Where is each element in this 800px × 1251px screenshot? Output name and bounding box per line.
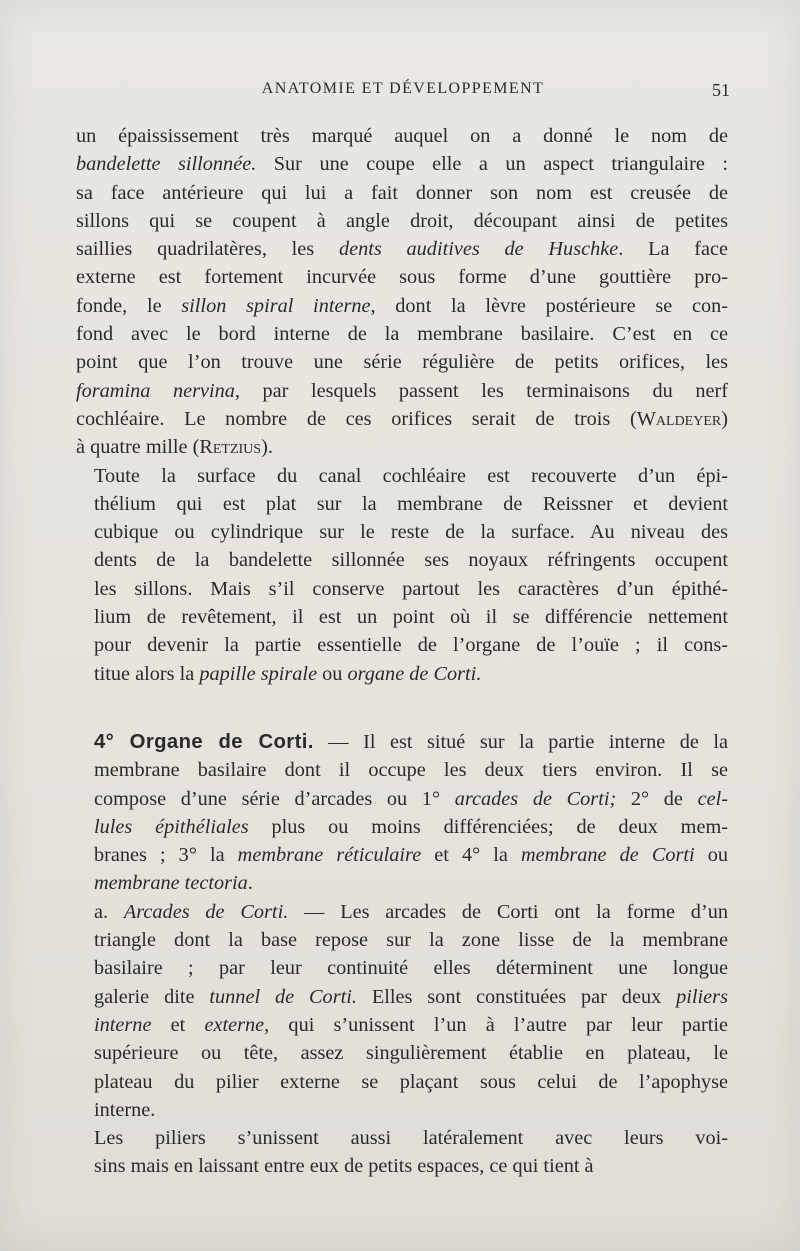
text-line: [76, 1096, 728, 1124]
italic-term: arcades de Corti;: [454, 787, 617, 810]
text-run: point que l’on trouve une série régulière de petits orifices, les: [76, 351, 728, 374]
text-line: [76, 1068, 728, 1096]
page-number: 51: [712, 80, 730, 100]
italic-term: sillon spiral interne: [181, 294, 371, 317]
italic-term: organe de Corti.: [347, 662, 482, 685]
text-run: a.: [94, 900, 124, 923]
running-header: [76, 80, 730, 104]
italic-term: Arcades de Corti.: [123, 900, 289, 923]
text-run: supérieure ou tête, assez singulièrement établie en plateau, le: [94, 1042, 728, 1065]
text-line: [76, 122, 728, 150]
text-run: sillons qui se coupent à angle droit, découpant ainsi de petites: [76, 209, 728, 232]
text-line: [76, 631, 728, 659]
italic-term: foramina nervina: [76, 379, 235, 402]
text-run: à quatre mille (: [76, 436, 200, 459]
text-line: [76, 348, 728, 376]
text-line: [76, 1011, 728, 1039]
text-line: [76, 235, 728, 263]
text-line: [76, 292, 728, 320]
text-run: Toute la surface du canal cochléaire est recouverte d’un épi-: [94, 464, 728, 487]
text-run: sa face antérieure qui lui a fait donner son nom est creusée de: [76, 181, 728, 204]
text-line: [76, 490, 728, 518]
text-line: [76, 518, 728, 546]
italic-term: externe: [204, 1013, 265, 1036]
text-run: les sillons. Mais s’il conserve partout les caractères d’un épithé-: [94, 577, 728, 600]
text-run: un épaississement très marqué auquel on a donné le nom de: [76, 125, 728, 147]
text-run: . La face: [618, 238, 728, 261]
text-run: ).: [261, 436, 273, 459]
text-run: — Il est situé sur la partie interne de la: [313, 730, 728, 753]
text-run: et 4° la: [421, 844, 521, 867]
text-run: Sur une coupe elle a un aspect triangulaire :: [256, 153, 728, 176]
italic-term: papille spirale: [199, 662, 318, 685]
text-line: [76, 660, 728, 688]
text-run: , dont la lèvre postérieure se con-: [370, 294, 728, 317]
text-run: , par lesquels passent les terminaisons du nerf: [234, 379, 729, 402]
text-run: .: [247, 872, 253, 895]
text-run: ou: [694, 844, 728, 867]
text-line: [76, 433, 728, 461]
text-run: titue alors la: [94, 662, 200, 685]
text-run: cochléaire. Le nombre de ces orifices serait de trois (: [76, 407, 637, 430]
text-run: dents de la bandelette sillonnée ses noyaux réfringents occupent: [94, 549, 728, 572]
text-run: galerie dite: [94, 985, 210, 1008]
italic-term: membrane réticulaire: [237, 844, 422, 867]
section-gap: [76, 688, 728, 728]
text-line: [76, 462, 728, 490]
text-line: [76, 983, 728, 1011]
text-line: [76, 898, 728, 926]
text-line: [76, 575, 728, 603]
text-run: fonde, le: [76, 294, 182, 317]
paragraph: [76, 462, 728, 688]
text-line: [76, 1152, 728, 1180]
paragraph: [76, 1124, 728, 1181]
text-line: [76, 869, 728, 897]
italic-term: interne: [94, 1013, 152, 1036]
text-run: interne.: [94, 1098, 156, 1121]
italic-term: cel-: [697, 787, 728, 810]
text-run: 2° de: [616, 787, 698, 810]
text-run: pour devenir la partie essentielle de l’organe de l’ouïe ; il cons-: [94, 634, 728, 657]
text-run: saillies quadrilatères, les: [76, 238, 339, 261]
text-line: [76, 603, 728, 631]
text-line: [76, 263, 728, 291]
text-run: et: [151, 1013, 205, 1036]
text-run: fond avec le bord interne de la membrane basilaire. C’est en ce: [76, 323, 728, 346]
italic-term: membrane tectoria: [94, 872, 248, 895]
text-run: — Les arcades de Corti ont la forme d’un: [288, 900, 728, 923]
italic-term: lules épithéliales: [94, 815, 249, 838]
text-line: [76, 207, 728, 235]
text-line: [76, 1124, 728, 1152]
text-run: membrane basilaire dont il occupe les deux tiers environ. Il se: [94, 759, 728, 782]
text-run: ou: [317, 662, 348, 685]
italic-term: bandelette sillonnée.: [76, 153, 257, 176]
text-line: [76, 1039, 728, 1067]
text-line: [76, 785, 728, 813]
paragraph: [76, 122, 728, 462]
italic-term: dents auditives de Huschke: [338, 238, 619, 261]
text-run: cubique ou cylindrique sur le reste de la surface. Au niveau des: [94, 521, 728, 544]
text-line: [76, 728, 728, 756]
text-run: plus ou moins différenciées; de deux mem-: [248, 815, 728, 838]
section-heading: 4° Organe de Corti.: [94, 730, 314, 753]
text-run: thélium qui est plat sur la membrane de Reissner et devient: [94, 492, 728, 515]
text-body: [76, 122, 728, 1181]
author-name: Waldeyer: [636, 407, 722, 430]
text-run: externe est fortement incurvée sous forme d’une gouttière pro-: [76, 266, 728, 289]
text-line: [76, 813, 728, 841]
italic-term: piliers: [676, 985, 728, 1008]
text-line: [76, 546, 728, 574]
text-line: [76, 926, 728, 954]
text-run: sins mais en laissant entre eux de petits espaces, ce qui tient à: [94, 1155, 594, 1178]
text-run: Elles sont constituées par deux: [356, 985, 677, 1008]
text-run: triangle dont la base repose sur la zone lisse de la membrane: [94, 929, 728, 952]
text-run: compose d’une série d’arcades ou 1°: [94, 787, 455, 810]
italic-term: tunnel de Corti.: [209, 985, 357, 1008]
text-line: [76, 841, 728, 869]
text-line: [76, 320, 728, 348]
author-name: Retzius: [199, 436, 262, 459]
text-run: , qui s’unissent l’un à l’autre par leur partie: [264, 1013, 728, 1036]
paragraph: [76, 728, 728, 898]
text-line: [76, 954, 728, 982]
text-line: [76, 150, 728, 178]
text-run: lium de revêtement, il est un point où il se différencie nettement: [94, 606, 728, 629]
text-run: plateau du pilier externe se plaçant sous celui de l’apophyse: [94, 1070, 728, 1093]
text-run: ): [721, 407, 728, 430]
text-run: basilaire ; par leur continuité elles déterminent une longue: [94, 957, 728, 980]
paragraph: [76, 898, 728, 1124]
header-title: ANATOMIE ET DÉVELOPPEMENT: [261, 80, 545, 97]
text-line: [76, 756, 728, 784]
text-run: Les piliers s’unissent aussi latéralement avec leurs voi-: [94, 1127, 728, 1150]
text-line: [76, 405, 728, 433]
text-line: [76, 377, 728, 405]
italic-term: membrane de Corti: [520, 844, 695, 867]
text-line: [76, 179, 728, 207]
text-run: branes ; 3° la: [94, 844, 238, 867]
